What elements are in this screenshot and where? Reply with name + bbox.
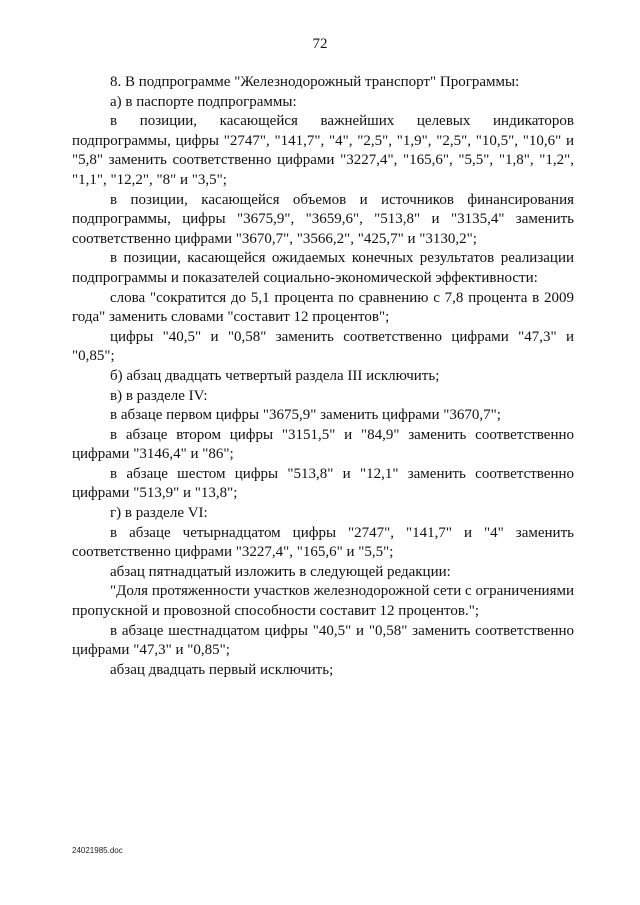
paragraph-item-a: а) в паспорте подпрограммы: bbox=[110, 93, 297, 110]
paragraph-sixth-abzac: в абзаце шестом цифры "513,8" и "12,1" заменить соответственно цифрами "513,9" и "13,8"; bbox=[72, 465, 574, 502]
paragraph-second-abzac: в абзаце втором цифры "3151,5" и "84,9" заменить соответственно цифрами "3146,4" и "86"; bbox=[72, 426, 574, 463]
paragraph-first-abzac: в абзаце первом цифры "3675,9" заменить цифрами "3670,7"; bbox=[110, 407, 501, 424]
document-body bbox=[72, 73, 574, 680]
paragraph-words-replace: слова "сократится до 5,1 процента по сравнению с 7,8 процента в 2009 года" заменить словами "составит 12 процентов"; bbox=[72, 289, 574, 326]
paragraph-expected-results: в позиции, касающейся ожидаемых конечных результатов реализации подпрограммы и показателей социально-экономической эффективности: bbox=[72, 250, 574, 286]
document-filename: 24021985.doc bbox=[72, 846, 123, 855]
paragraph-fourteenth-abzac: в абзаце четырнадцатом цифры "2747", "141,7" и "4" заменить соответственно цифрами "3227,4", "165,6" и "5,5"; bbox=[72, 524, 574, 561]
paragraph-indicators: в позиции, касающейся важнейших целевых индикаторов подпрограммы, цифры "2747", "141,7", "4", "2,5", "1,9", "2,5", "10,5", "10,6" и "5,8" заменить соответственно цифрами "3227,4", "165,6", "5,5", "1,8", "1,2", "1,1", "12,2", "8" и "3,5"; bbox=[72, 113, 574, 188]
paragraph-item-g: г) в разделе VI: bbox=[110, 505, 208, 522]
paragraph-section-8-heading: 8. В подпрограмме "Железнодорожный транспорт" Программы: bbox=[110, 74, 520, 90]
paragraph-item-v: в) в разделе IV: bbox=[110, 387, 208, 404]
paragraph-twenty-first-abzac: абзац двадцать первый исключить; bbox=[110, 661, 334, 678]
paragraph-sixteenth-abzac: в абзаце шестнадцатом цифры "40,5" и "0,58" заменить соответственно цифрами "47,3" и "0,85"; bbox=[72, 622, 574, 659]
paragraph-fifteenth-abzac: абзац пятнадцатый изложить в следующей редакции: bbox=[110, 563, 451, 580]
paragraph-financing: в позиции, касающейся объемов и источников финансирования подпрограммы, цифры "3675,9", "3659,6", "513,8" и "3135,4" заменить соответственно цифрами "3670,7", "3566,2", "425,7" и "3130,2"; bbox=[72, 191, 574, 247]
paragraph-quote-share: "Доля протяженности участков железнодорожной сети с ограничениями пропускной и провозной способности составит 12 процентов."; bbox=[72, 583, 574, 620]
page-number: 72 bbox=[312, 36, 328, 52]
paragraph-item-b: б) абзац двадцать четвертый раздела III исключить; bbox=[110, 367, 440, 384]
paragraph-digits-replace: цифры "40,5" и "0,58" заменить соответственно цифрами "47,3" и "0,85"; bbox=[72, 328, 574, 365]
